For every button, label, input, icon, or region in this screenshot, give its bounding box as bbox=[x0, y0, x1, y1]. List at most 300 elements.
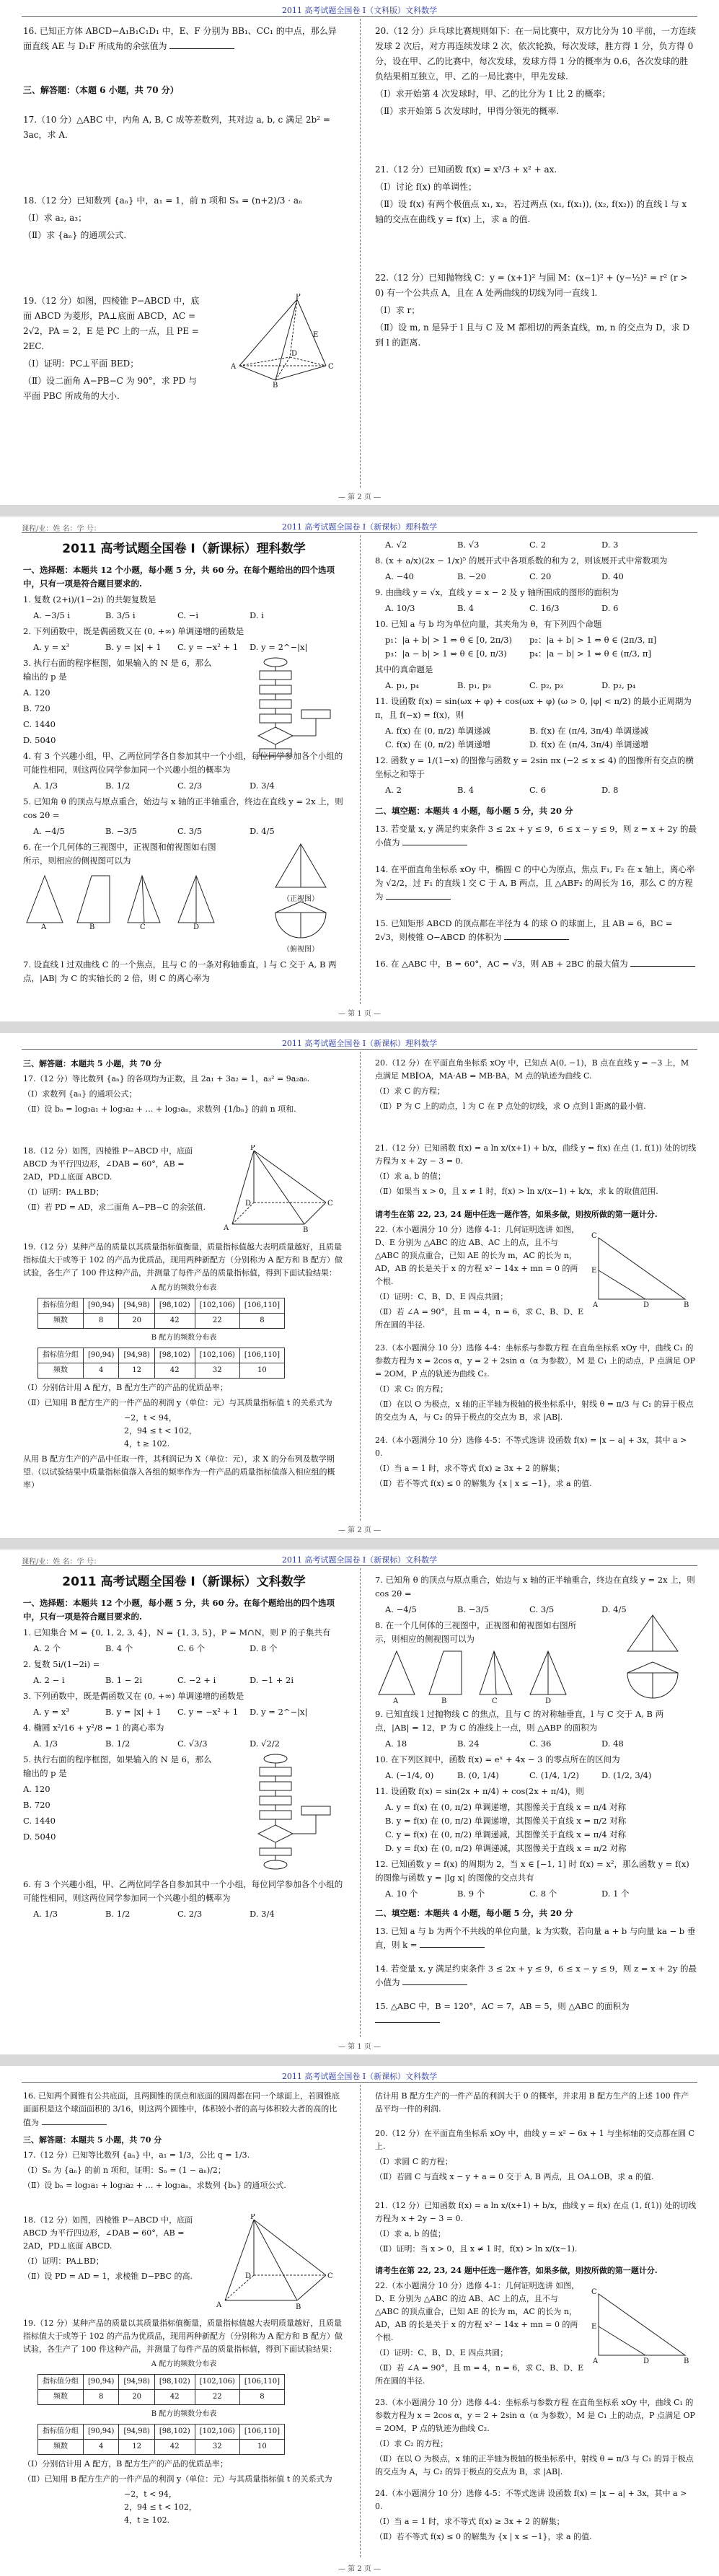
question-23-part-1: （Ⅰ）求 C₂ 的方程； bbox=[375, 1384, 449, 1394]
option-c: C. 1440 bbox=[23, 719, 56, 729]
question-18: 18.（12 分）如图，四棱锥 P−ABCD 中，底面 ABCD 为平行四边形，∠DAB = 60°，AB = 2AD，PD⊥底面 ABCD. bbox=[23, 1146, 193, 1182]
section-heading: 二、填空题：本题共 4 小题，每小题 5 分，共 20 分 bbox=[375, 806, 573, 816]
student-info: 课程/业：姓 名：学 号： bbox=[22, 1558, 101, 1566]
question-19-part-1: （Ⅰ）分别估计用 A 配方，B 配方生产的产品的优质品率； bbox=[23, 2459, 228, 2469]
option-a: A. √2 bbox=[385, 540, 407, 550]
answer-blank bbox=[169, 40, 234, 49]
section-heading: 一、选择题：本题共 12 个小题，每小题 5 分，共 60 分。在每个题给出的四个选项中，只有一项是符合题目要求的. bbox=[23, 565, 335, 589]
question-19-part-2: （Ⅱ）设二面角 A−PB−C 为 90°，求 PD 与平面 PBC 所成角的大小. bbox=[23, 376, 198, 401]
question-22-part-2: （Ⅱ）若 ∠A = 90°，且 m = 4，n = 6，求 C、B、D、E 所在圆的半径. bbox=[375, 1307, 584, 1329]
column-divider bbox=[360, 1052, 361, 1521]
section-heading: 一、选择题：本题共 12 个小题，每小题 5 分，共 60 分。在每个题给出的四个选项中，只有一项是符合题目要求的. bbox=[23, 1598, 335, 1622]
svg-text:D: D bbox=[245, 2272, 252, 2280]
table-cell: 10 bbox=[239, 1363, 284, 1379]
answer-blank bbox=[402, 836, 467, 845]
option-a: A. −4/5 bbox=[33, 826, 65, 836]
options-list bbox=[385, 1801, 697, 1855]
page-header: 2011 高考试题全国卷 I（新课标）理科数学 bbox=[281, 1039, 438, 1048]
options-row bbox=[33, 641, 345, 654]
svg-text:D: D bbox=[545, 1697, 552, 1705]
option-c: C. 8 个 bbox=[529, 1889, 557, 1899]
options-row bbox=[385, 679, 697, 693]
options-row bbox=[385, 724, 697, 752]
column-divider bbox=[360, 2085, 361, 2557]
question-19-part-1: （Ⅰ）分别估计用 A 配方，B 配方生产的产品的优质品率； bbox=[23, 1383, 228, 1392]
exam-page-1 bbox=[0, 0, 719, 505]
table-header-cell: 频数 bbox=[38, 1363, 84, 1379]
options-row bbox=[33, 1642, 345, 1656]
question-24-part-1: （Ⅰ）当 a = 1 时，求不等式 f(x) ≥ 3x + 2 的解集； bbox=[375, 1464, 565, 1473]
question-16: 16. 已知正方体 ABCD−A₁B₁C₁D₁ 中，E、F 分别为 BB₁、CC₁ 的中点，那么异面直线 AE 与 D₁F 所成角的余弦值为 bbox=[23, 26, 337, 51]
section-heading: 三、解答题：本题共 5 小题，共 70 分 bbox=[23, 2135, 162, 2145]
question-19: 19.（12 分）某种产品的质量以其质量指标值衡量，质量指标值越大表明质量越好，且质量指标值大于或等于 102 的产品为优质品，现用两种新配方（分别称为 A 配方和 B 配方）做试验，各生产了 100 件这种产品，并测量了每件产品的质量指标值，得到下面试验结果： bbox=[23, 2318, 343, 2354]
option-d: D. 4/5 bbox=[601, 1604, 627, 1614]
option-a: A. p₁, p₄ bbox=[385, 680, 419, 690]
table-cell: [106,110] bbox=[239, 1348, 284, 1363]
question-7: 7. 设直线 l 过双曲线 C 的一个焦点，且与 C 的一条对称轴垂直，l 与 C 交于 A, B 两点，|AB| 为 C 的实轴长的 2 倍，则 C 的离心率为 bbox=[23, 959, 337, 983]
question-22-part-1: （Ⅰ）求 r； bbox=[375, 305, 420, 315]
options-row bbox=[385, 1737, 697, 1751]
frequency-table-b bbox=[38, 2424, 285, 2455]
question-12: 12. 函数 y = 1/(1−x) 的图像与函数 y = 2sin πx (−2 ≤ x ≤ 4) 的图像所有交点的横坐标之和等于 bbox=[375, 755, 694, 779]
question-13: 13. 已知 a 与 b 为两个不共线的单位向量，k 为实数，若向量 a + b 与向量 ka − b 垂直，则 k = bbox=[375, 1926, 696, 1950]
question-10-tail: 其中的真命题是 bbox=[375, 664, 433, 674]
table-header-cell: 频数 bbox=[38, 2440, 84, 2455]
question-18-part-1: （Ⅰ）证明：PA⊥BD； bbox=[23, 2256, 104, 2266]
table-cell: [98,102) bbox=[154, 2425, 195, 2440]
options-row bbox=[385, 1769, 697, 1782]
table-a-title: A 配方的频数分布表 bbox=[151, 2360, 217, 2368]
option-b: B. 4 个 bbox=[105, 1643, 133, 1653]
question-22-part-2: （Ⅱ）若 ∠A = 90°，且 m = 4，n = 6，求 C、B、D、E 所在圆的半径. bbox=[375, 2363, 584, 2386]
piecewise-case: 4，t ≥ 102. bbox=[124, 2515, 170, 2525]
question-20-part-2: （Ⅱ）P 为 C 上的动点，l 为 C 在 P 点处的切线，求 O 点到 l 距离的最小值. bbox=[375, 1102, 646, 1111]
table-cell: 22 bbox=[195, 2390, 239, 2405]
top-view-caption: （俯视图） bbox=[283, 946, 319, 954]
table-cell: 32 bbox=[195, 1363, 239, 1379]
option-b: B. −3/5 bbox=[457, 1604, 489, 1614]
question-3: 3. 下列函数中，既是偶函数又在 (0, +∞) 单调递增的函数是 bbox=[23, 1691, 244, 1701]
question-9: 9. 已知直线 l 过抛物线 C 的焦点，且与 C 的对称轴垂直，l 与 C 交于 A, B 两点，|AB| = 12，P 为 C 的准线上一点，则 △ABP 的面积为 bbox=[375, 1709, 664, 1733]
option-d: D. (1/2, 3/4) bbox=[601, 1770, 652, 1780]
table-cell: [98,102) bbox=[154, 1298, 195, 1314]
question-21-part-1: （Ⅰ）求 a, b 的值； bbox=[375, 2229, 446, 2238]
svg-text:P: P bbox=[250, 2214, 255, 2221]
table-b-title: B 配方的频数分布表 bbox=[151, 1334, 217, 1342]
question-16: 16. 已知两个圆锥有公共底面，且两圆锥的顶点和底面的圆周都在同一个球面上，若圆锥底面面积是这个球面面积的 3/16，则这两个圆锥中，体积较小者的高与体积较大者的高的比值为 bbox=[23, 2091, 340, 2127]
question-6: 6. 有 3 个兴趣小组，甲、乙两位同学各自参加其中一个小组，每位同学参加各个小组的可能性相同，则这两位同学参加同一个兴趣小组的概率为 bbox=[23, 1879, 343, 1903]
pyramid-figure bbox=[225, 294, 340, 387]
question-23-part-2: （Ⅱ）在以 O 为极点，x 轴的正半轴为极轴的极坐标系中，射线 θ = π/3 与 C₁ 的异于极点的交点为 A，与 C₂ 的异于极点的交点为 B，求 |AB|. bbox=[375, 1399, 694, 1422]
right-column bbox=[375, 1571, 697, 2029]
student-info: 课程/业：姓 名：学 号： bbox=[22, 525, 101, 533]
table-b-title: B 配方的频数分布表 bbox=[151, 2410, 217, 2418]
table-header-cell: 频数 bbox=[38, 2390, 84, 2405]
option-b: B. 1/2 bbox=[105, 1738, 131, 1749]
table-cell: 42 bbox=[154, 1363, 195, 1379]
page-gap bbox=[0, 2054, 719, 2066]
page-footer: — 第 2 页 — bbox=[338, 2565, 381, 2573]
page-footer: — 第 2 页 — bbox=[338, 1526, 381, 1534]
svg-text:D: D bbox=[291, 350, 298, 358]
pyramid-figure bbox=[218, 1145, 340, 1235]
page-footer: — 第 1 页 — bbox=[338, 2043, 381, 2051]
column-divider bbox=[360, 19, 361, 488]
piecewise-case: −2，t < 94， bbox=[124, 2489, 177, 2499]
option-a: A. 1/3 bbox=[33, 1738, 58, 1749]
question-3: 3. 执行右面的程序框图，如果输入的 N 是 6，那么输出的 p 是 bbox=[23, 658, 212, 682]
question-23: 23.（本小题满分 10 分）选修 4-4：坐标系与参数方程 在直角坐标系 xOy 中，曲线 C₁ 的参数方程为 x = 2cos α，y = 2 + 2sin α（α 为参数），M 是 C₁ 上的动点，P 点满足 OP = 2OM，P 点的轨迹为曲线 C₂. bbox=[375, 2398, 695, 2433]
page-header: 2011 高考试题全国卷 I（新课标）理科数学 bbox=[281, 522, 438, 532]
question-21-part-2: （Ⅱ）如果当 x > 0，且 x ≠ 1 时，f(x) > ln x/(x−1) + k/x，求 k 的取值范围. bbox=[375, 1187, 658, 1196]
options-row bbox=[33, 1907, 345, 1921]
question-20-part-1: （Ⅰ）求 C 的方程； bbox=[375, 1086, 445, 1096]
table-cell: 42 bbox=[154, 2390, 195, 2405]
section-heading: 三、解答题：本题共 5 小题，共 70 分 bbox=[23, 1059, 162, 1068]
page-header: 2011 高考试题全国卷 I（新课标）文科数学 bbox=[281, 1555, 438, 1565]
question-19-part-3: 从用 B 配方生产的产品中任取一件，其利润记为 X（单位：元），求 X 的分布列及数学期望.（以试验结果中质量指标值落入各组的频率作为一件产品的质量指标值落入相应组的概率） bbox=[23, 1454, 335, 1490]
question-24: 24.（本小题满分 10 分）选修 4-5：不等式选讲 设函数 f(x) = |x − a| + 3x，其中 a > 0. bbox=[375, 2489, 687, 2511]
option-b: B. 4 bbox=[457, 785, 475, 795]
question-9: 9. 由曲线 y = √x，直线 y = x − 2 及 y 轴所围成的图形的面积为 bbox=[375, 587, 619, 597]
option-d: D. 8 个 bbox=[250, 1643, 278, 1653]
question-20-part-2: （Ⅱ）求开始第 5 次发球时，甲得分领先的概率. bbox=[375, 106, 560, 116]
option-d: D. √2/2 bbox=[250, 1738, 280, 1749]
options-row bbox=[33, 1705, 345, 1719]
question-10: 10. 已知 a 与 b 均为单位向量，其夹角为 θ，有下列四个命题 bbox=[375, 619, 602, 629]
page-gap bbox=[0, 1021, 719, 1033]
question-14: 14. 若变量 x, y 满足约束条件 3 ≤ 2x + y ≤ 9，6 ≤ x − y ≤ 9，则 z = x + 2y 的最小值为 bbox=[375, 1964, 697, 1987]
question-17-part-1: （Ⅰ）求数列 {aₙ} 的通项公式； bbox=[23, 1089, 137, 1099]
table-cell: [94,98) bbox=[119, 2425, 154, 2440]
question-17-part-2: （Ⅱ）设 bₙ = log₃a₁ + log₃a₂ + … + log₃aₙ，求数列 {bₙ} 的通项公式. bbox=[23, 2181, 286, 2190]
question-18-part-1: （Ⅰ）证明：PA⊥BD； bbox=[23, 1187, 104, 1197]
question-17-part-2: （Ⅱ）设 bₙ = log₃a₁ + log₃a₂ + … + log₃aₙ，求数列 {1/bₙ} 的前 n 项和. bbox=[23, 1104, 296, 1114]
option-a: A. 2 bbox=[385, 785, 402, 795]
table-header-cell: 指标值分组 bbox=[38, 1298, 84, 1314]
header-divider bbox=[22, 1565, 697, 1566]
svg-text:P: P bbox=[250, 1145, 255, 1152]
svg-text:B: B bbox=[684, 2357, 689, 2365]
question-23-part-1: （Ⅰ）求 C₂ 的方程； bbox=[375, 2439, 449, 2448]
option-b: B. 720 bbox=[23, 1800, 50, 1810]
svg-text:B: B bbox=[441, 1697, 447, 1705]
question-14: 14. 在平面直角坐标系 xOy 中，椭圆 C 的中心为原点，焦点 F₁, F₂ 在 x 轴上，离心率为 √2/2，过 F₁ 的直线 l 交 C 于 A, B 两点，且 △ABF₂ 的周长为 16，那么 C 的方程为 bbox=[375, 864, 695, 902]
option-a: A. 120 bbox=[23, 687, 50, 698]
question-10: 10. 在下列区间中，函数 f(x) = eˣ + 4x − 3 的零点所在的区间为 bbox=[375, 1754, 620, 1764]
svg-text:D: D bbox=[245, 1200, 252, 1208]
option-d: D. 3/4 bbox=[250, 1909, 275, 1919]
question-22: 22.（本小题满分 10 分）选修 4-1：几何证明选讲 如图，D、E 分别为 △ABC 的边 AB、AC 上的点，且不与 △ABC 的顶点重合，已知 AE 的长为 m，AC 的长为 n，AD，AB 的长是关于 x 的方程 x² − 14x + mn = 0 的两个根. bbox=[375, 1225, 580, 1286]
options-row bbox=[33, 1737, 345, 1751]
table-cell: [102,106) bbox=[195, 2425, 239, 2440]
option-d: D. 48 bbox=[601, 1738, 624, 1749]
question-22: 22.（本小题满分 10 分）选修 4-1：几何证明选讲 如图，D、E 分别为 △ABC 的边 AB、AC 上的点，且不与 △ABC 的顶点重合，已知 AE 的长为 m，AC 的长为 n，AD，AB 的长是关于 x 的方程 x² − 14x + mn = 0 的两个根. bbox=[375, 2281, 580, 2342]
question-24-part-2: （Ⅱ）若不等式 f(x) ≤ 0 的解集为 {x | x ≤ −1}，求 a 的值. bbox=[375, 2532, 592, 2541]
table-cell: 42 bbox=[154, 1314, 195, 1329]
option-a: A. f(x) 在 (0, π/2) 单调递减 bbox=[385, 726, 491, 736]
table-a-title: A 配方的频数分布表 bbox=[151, 1284, 217, 1292]
options-row bbox=[33, 779, 345, 793]
section-heading: 二、填空题：本题共 4 小题，每小题 5 分，共 20 分 bbox=[375, 1908, 573, 1918]
svg-text:A: A bbox=[231, 363, 237, 371]
piecewise-case: 2，94 ≤ t < 102， bbox=[124, 2502, 197, 2512]
question-19-part-2: （Ⅱ）已知用 B 配方生产的一件产品的利润 y（单位：元）与其质量指标值 t 的关系式为 bbox=[23, 1398, 332, 1407]
frequency-table-a bbox=[38, 2374, 285, 2405]
table-cell: [94,98) bbox=[119, 1348, 154, 1363]
options-row bbox=[385, 1887, 697, 1901]
side-view-options-figure bbox=[375, 1648, 584, 1705]
options-row bbox=[33, 825, 345, 838]
svg-text:C: C bbox=[327, 2272, 333, 2280]
svg-text:A: A bbox=[224, 1224, 229, 1232]
svg-text:C: C bbox=[591, 2288, 597, 2296]
option-a: A. 1/3 bbox=[33, 1909, 58, 1919]
table-cell: 22 bbox=[195, 1314, 239, 1329]
page-footer: — 第 1 页 — bbox=[338, 1010, 381, 1018]
left-column bbox=[23, 1571, 345, 1921]
svg-text:D: D bbox=[643, 1301, 650, 1309]
question-15: 15. 已知矩形 ABCD 的顶点都在半径为 4 的球 O 的球面上，且 AB = 6，BC = 2√3，则棱锥 O−ABCD 的体积为 bbox=[375, 918, 673, 942]
triangle-figure bbox=[591, 2287, 692, 2366]
option-c: C. 6 bbox=[529, 785, 547, 795]
question-21: 21.（12 分）已知函数 f(x) = x³/3 + x² + ax. bbox=[375, 164, 557, 175]
table-cell: [98,102) bbox=[154, 1348, 195, 1363]
option-c: C. 20 bbox=[529, 571, 552, 581]
svg-text:A: A bbox=[216, 2301, 222, 2309]
option-c: C. 16/3 bbox=[529, 603, 560, 613]
table-cell: 8 bbox=[84, 1314, 119, 1329]
question-12: 12. 已知函数 y = f(x) 的周期为 2，当 x ∈ [−1, 1] 时 f(x) = x²，那么函数 y = f(x) 的图像与函数 y = |lg x| 的图像的交点共有 bbox=[375, 1859, 689, 1883]
piecewise-case: 2，94 ≤ t < 102， bbox=[124, 1426, 197, 1436]
options-row bbox=[385, 538, 697, 552]
question-23: 23.（本小题满分 10 分）选修 4-4：坐标系与参数方程 在直角坐标系 xOy 中，曲线 C₁ 的参数方程为 x = 2cos α，y = 2 + 2sin α（α 为参数），M 是 C₁ 上的动点，P 点满足 OP = 2OM，P 点的轨迹为曲线 C₂. bbox=[375, 1343, 695, 1379]
question-21: 21.（12 分）已知函数 f(x) = a ln x/(x+1) + b/x，曲线 y = f(x) 在点 (1, f(1)) 处的切线方程为 x + 2y − 3 = 0. bbox=[375, 1143, 697, 1166]
question-18: 18.（12 分）如图，四棱锥 P−ABCD 中，底面 ABCD 为平行四边形，∠DAB = 60°，AB = 2AD，PD⊥底面 ABCD. bbox=[23, 2215, 193, 2251]
svg-text:D: D bbox=[643, 2357, 650, 2365]
option-d: D. 4/5 bbox=[250, 826, 275, 836]
option-a: A. 1/3 bbox=[33, 781, 58, 791]
option-c: C. y = f(x) 在 (0, π/2) 单调递减，其图像关于直线 x = π/4 对称 bbox=[385, 1829, 627, 1839]
instruction-note: 请考生在第 22, 23, 24 题中任选一题作答，如果多做，则按所做的第一题计分. bbox=[375, 2266, 658, 2275]
option-a: A. 120 bbox=[23, 1784, 50, 1794]
svg-text:D: D bbox=[193, 923, 200, 930]
proposition-3: p₃：|a − b| > 1 ⇔ θ ∈ [0, π/3) bbox=[385, 649, 507, 659]
column-divider bbox=[360, 1568, 361, 2037]
question-18-part-2: （Ⅱ）求 {aₙ} 的通项公式. bbox=[23, 230, 127, 240]
page-footer: — 第 2 页 — bbox=[338, 493, 381, 501]
option-b: B. 1 − 2i bbox=[105, 1675, 143, 1685]
option-d: D. y = 2^−|x| bbox=[250, 1707, 308, 1717]
question-20-part-2: （Ⅱ）若圆 C 与直线 x − y + a = 0 交于 A, B 两点，且 OA⊥OB，求 a 的值. bbox=[375, 2172, 654, 2181]
option-b: B. 24 bbox=[457, 1738, 480, 1749]
header-divider bbox=[22, 532, 697, 533]
right-column bbox=[375, 22, 697, 353]
option-b: B. f(x) 在 (π/4, 3π/4) 单调递减 bbox=[529, 726, 649, 736]
exam-page-5 bbox=[0, 2066, 719, 2576]
question-24: 24.（本小题满分 10 分）选修 4-5：不等式选讲 设函数 f(x) = |x − a| + 3x，其中 a > 0. bbox=[375, 1436, 687, 1458]
option-c: C. 2 bbox=[529, 540, 547, 550]
option-a: A. 2 − i bbox=[33, 1675, 65, 1685]
option-c: C. 3/5 bbox=[177, 826, 203, 836]
table-cell: 20 bbox=[119, 1314, 154, 1329]
question-17: 17.（12 分）已知等比数列 {aₙ} 中，a₁ = 1/3，公比 q = 1/3. bbox=[23, 2150, 250, 2160]
table-cell: [90,94) bbox=[84, 2425, 119, 2440]
page-header: 2011 高考试题全国卷 I（新课标）文科数学 bbox=[281, 2072, 438, 2081]
option-a: A. (−1/4, 0) bbox=[385, 1770, 434, 1780]
svg-text:E: E bbox=[591, 2323, 597, 2331]
question-18: 18.（12 分）已知数列 {aₙ} 中，a₁ = 1，前 n 项和 Sₙ = (n+2)/3 · aₙ bbox=[23, 195, 303, 206]
svg-text:C: C bbox=[328, 363, 334, 371]
question-19: 19.（12 分）某种产品的质量以其质量指标值衡量，质量指标值越大表明质量越好，且质量指标值大于或等于 102 的产品为优质品，现用两种新配方（分别称为 A 配方和 B 配方）做试验，各生产了 100 件这种产品，并测量了每件产品的质量指标值，得到下面试验结果： bbox=[23, 1242, 343, 1278]
question-11: 11. 设函数 f(x) = sin(2x + π/4) + cos(2x + π/4)，则 bbox=[375, 1786, 584, 1796]
question-11: 11. 设函数 f(x) = sin(ωx + φ) + cos(ωx + φ) (ω > 0, |φ| < π/2) 的最小正周期为 π，且 f(−x) = f(x)，则 bbox=[375, 696, 692, 720]
table-header-cell: 频数 bbox=[38, 1314, 84, 1329]
option-a: A. −4/5 bbox=[385, 1604, 417, 1614]
piecewise-case: −2，t < 94， bbox=[124, 1413, 177, 1423]
option-a: A. y = x³ bbox=[33, 642, 70, 652]
svg-text:C: C bbox=[327, 1200, 333, 1208]
right-column bbox=[375, 538, 697, 973]
table-cell: 42 bbox=[154, 2440, 195, 2455]
option-b: B. −3/5 bbox=[105, 826, 137, 836]
page-header: 2011 高考试题全国卷 I（文科版）文科数学 bbox=[281, 6, 438, 15]
option-c: C. 2/3 bbox=[177, 781, 203, 791]
page-gap bbox=[0, 505, 719, 516]
question-5: 5. 执行右面的程序框图，如果输入的 N 是 6，那么输出的 p 是 bbox=[23, 1754, 212, 1778]
question-20: 20.（12 分）乒乓球比赛规则如下：在一局比赛中，双方比分为 10 平前，一方连续发球 2 次后，对方再连续发球 2 次，依次轮换，每次发球，胜方得 1 分，负方得 0 分，设在甲、乙的比赛中，每次发球，发球方得 1 分的概率为 0.6，各次发球的胜负结果相互独立，甲、乙的一局比赛中，甲先发球. bbox=[375, 26, 697, 82]
answer-blank bbox=[504, 931, 569, 940]
question-8: 8. 在一个几何体的三视图中，正视图和俯视图如右图所示，则相应的侧视图可以为 bbox=[375, 1620, 577, 1644]
header-divider bbox=[22, 16, 697, 17]
question-17-part-1: （Ⅰ）Sₙ 为 {aₙ} 的前 n 项和，证明：Sₙ = (1 − aₙ)/2； bbox=[23, 2166, 226, 2175]
answer-blank bbox=[402, 1976, 467, 1985]
svg-text:C: C bbox=[492, 1697, 498, 1705]
question-16: 16. 在 △ABC 中，B = 60°，AC = √3，则 AB + 2BC 的最大值为 bbox=[375, 957, 697, 971]
svg-text:P: P bbox=[296, 294, 301, 301]
table-cell: 4 bbox=[84, 1363, 119, 1379]
svg-text:C: C bbox=[140, 923, 146, 930]
piecewise-case: 4，t ≥ 102. bbox=[124, 1439, 170, 1449]
answer-blank bbox=[386, 890, 451, 900]
option-a: A. −3/5 i bbox=[33, 610, 71, 620]
triangle-figure bbox=[591, 1231, 692, 1310]
option-b: B. y = |x| + 1 bbox=[105, 1707, 162, 1717]
option-d: D. 40 bbox=[601, 571, 624, 581]
question-24-part-2: （Ⅱ）若不等式 f(x) ≤ 0 的解集为 {x | x ≤ −1}，求 a 的值. bbox=[375, 1479, 592, 1488]
table-cell: [94,98) bbox=[119, 1298, 154, 1314]
left-column bbox=[23, 538, 345, 988]
table-cell: 8 bbox=[239, 2390, 284, 2405]
question-22-part-2: （Ⅱ）设 m, n 是异于 l 且与 C 及 M 都相切的两条直线，m, n 的交点为 D，求 D 到 l 的距离. bbox=[375, 322, 690, 348]
question-7: 7. 已知角 θ 的顶点与原点重合，始边与 x 轴的正半轴重合，终边在直线 y = 2x 上，则 cos 2θ = bbox=[375, 1575, 695, 1599]
column-divider bbox=[360, 535, 361, 1004]
option-d: D. 3/4 bbox=[250, 781, 275, 791]
option-b: B. 9 个 bbox=[457, 1889, 485, 1899]
question-19: 19.（12 分）如图，四棱锥 P−ABCD 中，底面 ABCD 为菱形，PA⊥底面 ABCD，AC = 2√2，PA = 2，E 是 PC 上的一点，且 PE = 2EC. bbox=[23, 296, 200, 351]
exam-page-4 bbox=[0, 1549, 719, 2054]
proposition-2: p₂：|a + b| > 1 ⇔ θ ∈ (2π/3, π] bbox=[529, 635, 657, 645]
option-c: C. (1/4, 1/2) bbox=[529, 1770, 579, 1780]
proposition-1: p₁：|a + b| > 1 ⇔ θ ∈ [0, 2π/3) bbox=[385, 635, 513, 645]
piecewise-function bbox=[124, 2488, 345, 2527]
flowchart-figure bbox=[232, 656, 340, 765]
table-cell: [90,94) bbox=[84, 1348, 119, 1363]
option-a: A. 2 个 bbox=[33, 1643, 61, 1653]
svg-text:E: E bbox=[591, 1267, 597, 1275]
section-heading: 三、解答题：（本题 6 小题，共 70 分） bbox=[23, 85, 179, 95]
question-8: 8. (x + a/x)(2x − 1/x)⁵ 的展开式中各项系数的和为 2，则该展开式中常数项为 bbox=[375, 555, 668, 566]
proposition-4: p₄：|a − b| > 1 ⇔ θ ∈ (π/3, π] bbox=[529, 649, 651, 659]
option-a: A. 18 bbox=[385, 1738, 407, 1749]
question-20: 20.（12 分）在平面直角坐标系 xOy 中，曲线 y = x² − 6x + 1 与坐标轴的交点都在圆 C 上. bbox=[375, 2129, 694, 2151]
flowchart-figure bbox=[232, 1753, 340, 1872]
svg-text:B: B bbox=[296, 2303, 301, 2311]
option-c: C. 1440 bbox=[23, 1816, 56, 1826]
piecewise-function bbox=[124, 1412, 345, 1451]
option-d: D. 3 bbox=[601, 540, 619, 550]
exam-page-3 bbox=[0, 1033, 719, 1538]
svg-text:A: A bbox=[593, 2357, 599, 2365]
header-divider bbox=[22, 1049, 697, 1050]
question-20-part-1: （Ⅰ）求圆 C 的方程； bbox=[375, 2157, 453, 2166]
option-b: B. y = |x| + 1 bbox=[105, 642, 162, 652]
question-19-part-1: （Ⅰ）证明：PC⊥平面 BED； bbox=[23, 359, 139, 369]
page-gap bbox=[0, 1538, 719, 1549]
question-17: 17.（10 分）△ABC 中，内角 A, B, C 成等差数列，其对边 a, b, c 满足 2b² = 3ac，求 A. bbox=[23, 115, 330, 140]
option-d: D. 5040 bbox=[23, 735, 56, 745]
table-cell: [102,106) bbox=[195, 1298, 239, 1314]
table-header-cell: 指标值分组 bbox=[38, 2375, 84, 2390]
option-a: A. 10 个 bbox=[385, 1889, 418, 1899]
option-c: C. 3/5 bbox=[529, 1604, 555, 1614]
svg-text:C: C bbox=[591, 1232, 597, 1240]
option-c: C. y = −x² + 1 bbox=[177, 642, 239, 652]
answer-blank bbox=[42, 2116, 107, 2125]
svg-text:A: A bbox=[593, 1301, 599, 1309]
propositions bbox=[385, 633, 697, 661]
option-c: C. y = −x² + 1 bbox=[177, 1707, 239, 1717]
pyramid-figure bbox=[211, 2214, 340, 2311]
answer-blank bbox=[375, 2013, 440, 2023]
frequency-table-b bbox=[38, 1348, 285, 1379]
question-20-part-1: （Ⅰ）求开始第 4 次发球时，甲、乙的比分为 1 比 2 的概率； bbox=[375, 89, 611, 99]
svg-text:A: A bbox=[41, 923, 47, 930]
table-cell: [102,106) bbox=[195, 2375, 239, 2390]
option-c: C. f(x) 在 (0, π/2) 单调递增 bbox=[385, 739, 491, 749]
question-2: 2. 下列函数中，既是偶函数又在 (0, +∞) 单调递增的函数是 bbox=[23, 626, 244, 636]
question-23-part-2: （Ⅱ）在以 O 为极点，x 轴的正半轴为极轴的极坐标系中，射线 θ = π/3 与 C₁ 的异于极点的交点为 A，与 C₂ 的异于极点的交点为 B，求 |AB|. bbox=[375, 2454, 694, 2476]
table-cell: 8 bbox=[84, 2390, 119, 2405]
table-cell: 12 bbox=[119, 2440, 154, 2455]
table-cell: [106,110] bbox=[239, 1298, 284, 1314]
table-cell: [106,110] bbox=[239, 2425, 284, 2440]
answer-blank bbox=[630, 957, 695, 967]
question-21-part-2: （Ⅱ）证明：当 x > 0，且 x ≠ 1 时，f(x) > ln x/(x−1). bbox=[375, 2244, 578, 2254]
options-row bbox=[385, 570, 697, 584]
question-19-part-3: 估计用 B 配方生产的一件产品的利润大于 0 的概率，并求用 B 配方生产的上述 100 件产品平均一件的利润. bbox=[375, 2091, 689, 2114]
option-d: D. 8 bbox=[601, 785, 619, 795]
option-c: C. √3/3 bbox=[177, 1738, 208, 1749]
option-d: D. y = 2^−|x| bbox=[250, 642, 308, 652]
question-2: 2. 复数 5i/(1−2i) = bbox=[23, 1659, 100, 1669]
header-divider bbox=[22, 2082, 697, 2083]
option-d: D. 5040 bbox=[23, 1832, 56, 1842]
svg-text:B: B bbox=[303, 1226, 309, 1234]
question-20: 20.（12 分）在平面直角坐标系 xOy 中，已知点 A(0, −1)，B 点在直线 y = −3 上，M 点满足 MB∥OA，MA·AB = MB·BA，M 点的轨迹为曲线 C. bbox=[375, 1058, 689, 1081]
option-b: B. y = f(x) 在 (0, π/2) 单调递增，其图像关于直线 x = π/2 对称 bbox=[385, 1816, 627, 1826]
options-row bbox=[385, 602, 697, 615]
